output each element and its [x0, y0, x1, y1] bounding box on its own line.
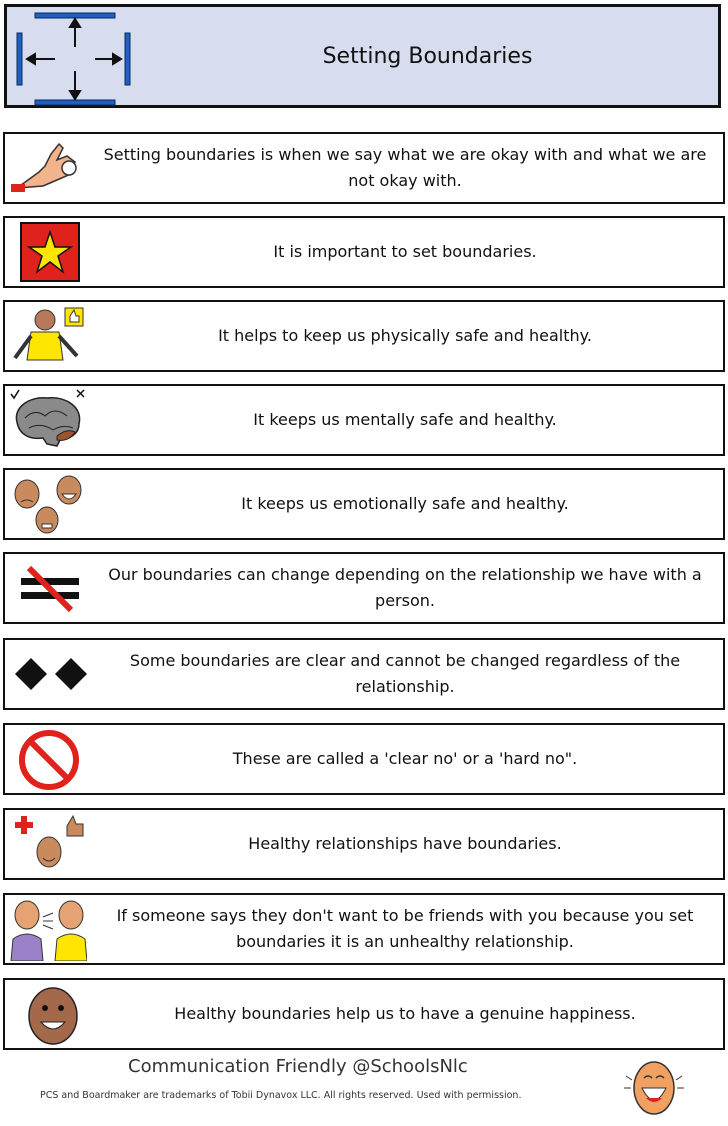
- item-text: These are called a 'clear no' or a 'hard no".: [232, 749, 578, 768]
- list-item: [3, 723, 725, 795]
- list-item: [3, 132, 725, 204]
- item-text: Healthy boundaries help us to have a genuine happiness.: [174, 1004, 636, 1023]
- list-item: [3, 893, 725, 965]
- person-thumbs-up-icon: [9, 304, 87, 368]
- item-text: It keeps us emotionally safe and healthy.: [241, 494, 569, 513]
- item-text: Some boundaries are clear and cannot be changed regardless of the relationship.: [129, 651, 681, 696]
- healthy-person-icon: [9, 812, 87, 876]
- page-title: Setting Boundaries: [322, 43, 533, 69]
- item-text: If someone says they don't want to be friends with you because you set boundaries it is an unhealthy relationship.: [116, 906, 694, 951]
- title-banner: [4, 4, 721, 108]
- star-icon: [9, 220, 87, 284]
- list-item: [3, 300, 725, 372]
- laughing-face-icon: [622, 1056, 686, 1118]
- brain-icon: [9, 388, 87, 452]
- item-text: It is important to set boundaries.: [273, 242, 537, 261]
- no-sign-icon: [9, 727, 87, 791]
- item-text: It keeps us mentally safe and healthy.: [253, 410, 557, 429]
- item-text: It helps to keep us physically safe and healthy.: [218, 326, 592, 345]
- item-text: Healthy relationships have boundaries.: [248, 834, 562, 853]
- list-item: [3, 552, 725, 624]
- emotion-faces-icon: [9, 472, 87, 536]
- list-item: [3, 384, 725, 456]
- two-people-talking-icon: [9, 897, 87, 961]
- footer-trademark: PCS and Boardmaker are trademarks of Tobii Dynavox LLC. All rights reserved. Used with permission.: [40, 1090, 522, 1101]
- boundaries-arrows-icon: [15, 11, 135, 107]
- not-equal-icon: [9, 556, 87, 620]
- list-item: [3, 978, 725, 1050]
- list-item: [3, 468, 725, 540]
- smiling-face-icon: [9, 982, 87, 1046]
- item-text: Setting boundaries is when we say what we are okay with and what we are not okay with.: [103, 145, 707, 190]
- list-item: [3, 216, 725, 288]
- list-item: [3, 638, 725, 710]
- list-item: [3, 808, 725, 880]
- footer-credit: Communication Friendly @SchoolsNlc: [128, 1056, 468, 1077]
- item-text: Our boundaries can change depending on the relationship we have with a person.: [108, 565, 702, 610]
- diamonds-icon: [9, 642, 87, 706]
- ok-hand-icon: [9, 136, 87, 200]
